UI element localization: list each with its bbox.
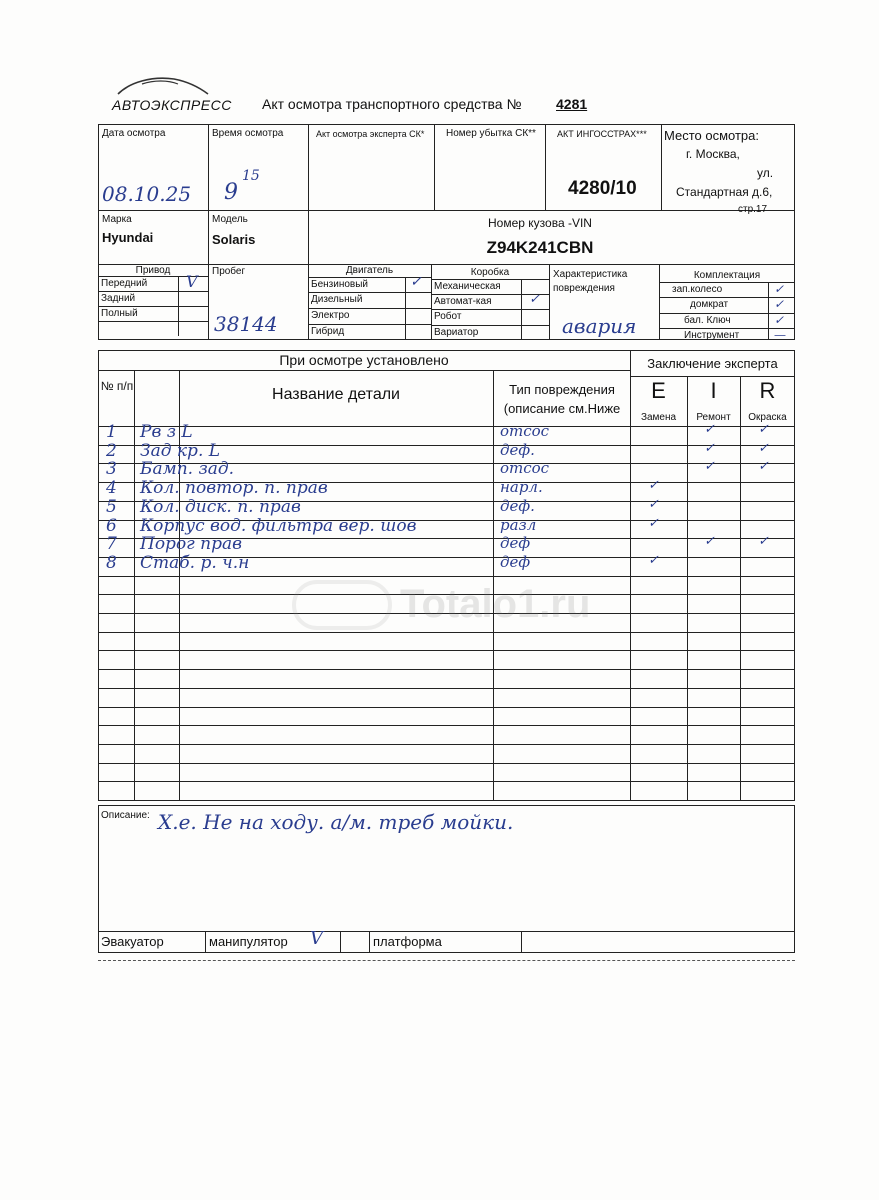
engine-petrol-mark: ✓ (410, 274, 422, 290)
row-mark-replace: ✓ (648, 516, 659, 531)
place-line4: стр.17 (738, 204, 768, 215)
drive-front: Передний (101, 278, 148, 289)
col-r-sub: Окраска (748, 412, 787, 423)
time-hour: 9 (224, 180, 238, 205)
row-damage-type: разл (500, 516, 537, 534)
row-mark-paint: ✓ (758, 459, 769, 474)
row-number: 7 (106, 534, 117, 554)
row-number: 2 (106, 441, 117, 461)
model-label: Модель (212, 214, 248, 225)
row-part-name: Стаб. р. ч.н (140, 553, 250, 573)
mileage-label: Пробег (212, 266, 246, 277)
row-damage-type: нарл. (500, 478, 543, 496)
tow-truck-label: Эвакуатор (101, 934, 164, 949)
ingos-label: АКТ ИНГОССТРАХ*** (557, 129, 647, 139)
model-value: Solaris (212, 232, 256, 247)
row-number: 6 (106, 516, 117, 536)
inspection-title: При осмотре установлено (279, 352, 449, 368)
place-line1: г. Москва, (686, 147, 740, 161)
watermark-icon (292, 580, 392, 630)
act-number: 4281 (556, 96, 588, 112)
place-line3: Стандартная д.6, (676, 185, 773, 199)
engine-electric: Электро (311, 310, 350, 321)
date-value: 08.10.25 (102, 182, 192, 206)
col-r: R (759, 378, 776, 403)
row-mark-replace: ✓ (648, 478, 659, 493)
col-no: № п/п (100, 379, 134, 393)
row-number: 5 (106, 497, 117, 517)
row-number: 3 (106, 459, 117, 479)
gearbox-auto: Автомат-кая (434, 296, 492, 307)
gearbox-cvt: Вариатор (434, 327, 479, 338)
row-part-name: Порог прав (140, 534, 243, 554)
engine-diesel: Дизельный (311, 294, 363, 305)
equip-mark-1: ✓ (774, 297, 785, 311)
col-e-sub: Замена (640, 412, 677, 423)
gearbox-manual: Механическая (434, 281, 501, 292)
manipulator-mark: V (310, 928, 323, 949)
drive-rear: Задний (101, 293, 136, 304)
expert-act-label: Акт осмотра эксперта СК* (316, 129, 425, 139)
vin-label: Номер кузова -VIN (488, 216, 592, 230)
row-mark-repair: ✓ (704, 422, 715, 437)
manipulator-label: манипулятор (209, 934, 288, 949)
row-number: 1 (106, 422, 117, 442)
description-label: Описание: (101, 810, 150, 821)
row-mark-repair: ✓ (704, 534, 715, 549)
equipment-title: Комплектация (693, 270, 761, 281)
row-mark-paint: ✓ (758, 441, 769, 456)
company-logo (112, 74, 232, 114)
place-label: Место осмотра: (664, 128, 759, 143)
place-line2: ул. (757, 166, 774, 180)
row-damage-type: отсос (500, 422, 550, 440)
gearbox-robot: Робот (434, 311, 462, 322)
col-name: Название детали (272, 386, 400, 403)
row-damage-type: деф (500, 553, 531, 571)
equip-mark-0: ✓ (774, 282, 785, 296)
col-e: E (651, 378, 666, 403)
row-damage-type: деф. (500, 441, 535, 459)
equip-tools: Инструмент (684, 330, 740, 341)
logo-text: АВТОЭКСПРЕСС (112, 97, 232, 113)
time-minutes: 15 (242, 168, 260, 184)
drive-full: Полный (101, 308, 138, 319)
row-mark-replace: ✓ (648, 553, 659, 568)
gearbox-title: Коробка (470, 267, 510, 278)
platform-label: платформа (373, 934, 442, 949)
col-i-sub: Ремонт (696, 412, 731, 423)
engine-hybrid: Гибрид (311, 326, 345, 337)
brand-label: Марка (102, 214, 132, 225)
damage-value: авария (562, 314, 637, 338)
row-number: 4 (106, 478, 117, 498)
row-part-name: Кол. повтор. п. прав (140, 478, 328, 498)
col-i: I (710, 378, 717, 403)
col-type: Тип повреждения (описание см.Ниже (503, 382, 621, 416)
expert-title: Заключение эксперта (647, 356, 778, 371)
row-part-name: Зад кр. L (140, 441, 221, 461)
engine-petrol: Бензиновый (311, 279, 368, 290)
row-number: 8 (106, 553, 117, 573)
row-mark-paint: ✓ (758, 422, 769, 437)
row-part-name: Кол. диск. п. прав (140, 497, 301, 517)
row-mark-repair: ✓ (704, 459, 715, 474)
ingos-value: 4280/10 (568, 178, 637, 199)
row-part-name: Рв з L (140, 422, 193, 442)
equip-jack: домкрат (690, 299, 729, 310)
equip-mark-2: ✓ (774, 313, 785, 327)
brand-value: Hyundai (102, 230, 154, 245)
date-label: Дата осмотра (102, 128, 166, 139)
drive-front-mark: V (186, 272, 198, 291)
vin-value: Z94K241CBN (486, 238, 594, 257)
engine-title: Двигатель (345, 265, 394, 276)
document-title: Акт осмотра транспортного средства № (262, 96, 522, 112)
description-value: Х.е. Не на ходу. а/м. треб мойки. (158, 810, 514, 834)
loss-number-label: Номер убытка СК** (446, 128, 536, 139)
row-mark-repair: ✓ (704, 441, 715, 456)
mileage-value: 38144 (214, 312, 278, 336)
row-part-name: Корпус вод. фильтра вер. шов (140, 516, 417, 536)
row-mark-replace: ✓ (648, 497, 659, 512)
row-damage-type: деф. (500, 497, 535, 515)
damage-label: Характеристика повреждения (553, 269, 628, 294)
watermark: Totalo1.ru (400, 582, 591, 626)
gearbox-auto-mark: ✓ (529, 292, 540, 307)
drive-title: Привод (135, 265, 171, 276)
equip-wrench: бал. Ключ (684, 315, 731, 326)
equip-mark-3: — (774, 328, 786, 342)
row-mark-paint: ✓ (758, 534, 769, 549)
time-label: Время осмотра (212, 128, 284, 139)
row-damage-type: деф (500, 534, 531, 552)
row-part-name: Бамп. зад. (140, 459, 235, 479)
car-logo-icon (112, 74, 212, 96)
equip-spare-wheel: зап.колесо (672, 284, 723, 295)
row-damage-type: отсос (500, 459, 550, 477)
